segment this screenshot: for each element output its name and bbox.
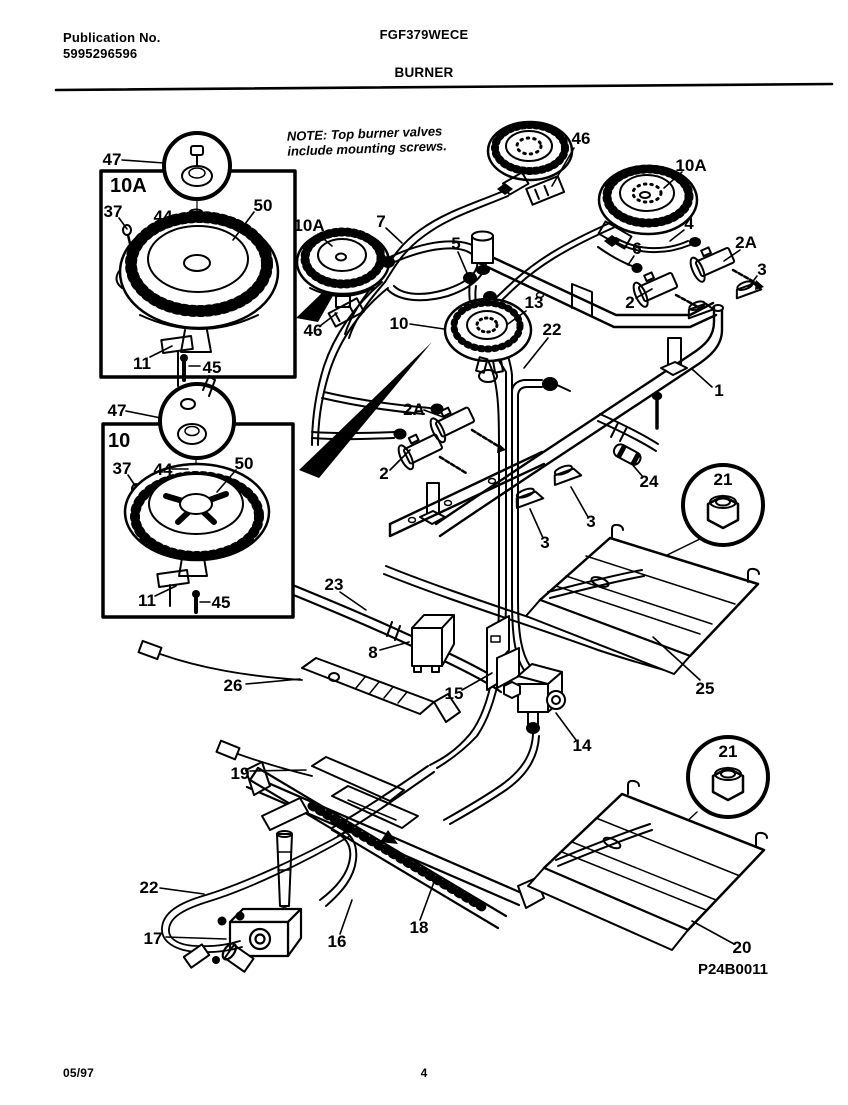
- section-title: BURNER: [394, 65, 454, 80]
- note-line-2: include mounting screws.: [287, 138, 448, 159]
- callout-50-top: 50: [253, 196, 273, 215]
- publication-number: 5995296596: [63, 46, 138, 61]
- callout-47-mid: 47: [107, 401, 127, 420]
- callout-3-mid-2: 3: [586, 512, 596, 531]
- callout-10-box: 10: [108, 430, 131, 452]
- page-number: 4: [420, 1066, 428, 1080]
- callout-8: 8: [368, 643, 378, 662]
- callout-21-lower: 21: [718, 742, 738, 761]
- callout-17: 17: [143, 929, 163, 948]
- callout-11-mid: 11: [138, 591, 156, 610]
- callout-7: 7: [376, 212, 386, 231]
- callout-19: 19: [230, 764, 250, 783]
- callout-24: 24: [639, 472, 659, 491]
- mounting-bracket-15: [487, 616, 519, 690]
- callout-21-upper: 21: [713, 470, 733, 489]
- callout-2-mid: 2: [379, 464, 389, 483]
- callout-44-mid: 44: [153, 460, 173, 479]
- diagram-code: P24B0011: [697, 961, 769, 978]
- callout-23: 23: [324, 575, 344, 594]
- publication-label: Publication No.: [63, 30, 161, 45]
- burner-head-10a-right: [599, 166, 697, 249]
- callout-37-mid: 37: [112, 459, 132, 478]
- callout-44-top: 44: [153, 207, 173, 226]
- callout-13: 13: [524, 293, 544, 312]
- callout-10a-right: 10A: [675, 156, 707, 175]
- callout-47-top: 47: [102, 150, 122, 169]
- callout-15: 15: [444, 684, 464, 703]
- callout-2a-mid: 2A: [403, 400, 425, 419]
- callout-18: 18: [409, 918, 429, 937]
- callout-10a-box: 10A: [110, 175, 147, 197]
- callout-2a-right: 2A: [735, 233, 757, 252]
- igniter-harness-19: [216, 741, 418, 828]
- callout-37-top: 37: [103, 202, 123, 221]
- callout-11-top: 11: [133, 354, 151, 373]
- callout-22-bottom: 22: [139, 878, 159, 897]
- callout-6: 6: [632, 239, 642, 258]
- deflector-shield-25: [526, 525, 759, 674]
- model-number: FGF379WECE: [379, 27, 469, 42]
- callout-14: 14: [572, 736, 592, 755]
- header-rule: [56, 84, 832, 90]
- callout-46-left: 46: [303, 321, 323, 340]
- callout-1: 1: [714, 381, 724, 400]
- callout-45-top: 45: [202, 358, 222, 377]
- callout-2-right: 2: [625, 293, 635, 312]
- oven-safety-valve-17: [218, 798, 309, 973]
- callout-5: 5: [451, 234, 461, 253]
- burner-head-10-center: [445, 299, 531, 382]
- callout-10a-left: 10A: [293, 216, 325, 235]
- callout-45-mid: 45: [211, 593, 231, 612]
- callout-50-mid: 50: [234, 454, 254, 473]
- note-line-1: NOTE: Top burner valves: [286, 123, 443, 144]
- diagram-note: [287, 123, 448, 159]
- revision-date: 05/97: [63, 1066, 95, 1080]
- callout-20: 20: [732, 938, 752, 957]
- callout-10-center: 10: [389, 314, 409, 333]
- callout-46-top: 46: [571, 129, 591, 148]
- callout-26: 26: [223, 676, 243, 695]
- callout-16: 16: [327, 932, 347, 951]
- callout-25: 25: [695, 679, 715, 698]
- callout-22-mid: 22: [542, 320, 562, 339]
- callout-3-mid-1: 3: [540, 533, 550, 552]
- callout-3-right: 3: [757, 260, 767, 279]
- callout-4: 4: [684, 214, 694, 233]
- inset-box-10a: [101, 133, 295, 386]
